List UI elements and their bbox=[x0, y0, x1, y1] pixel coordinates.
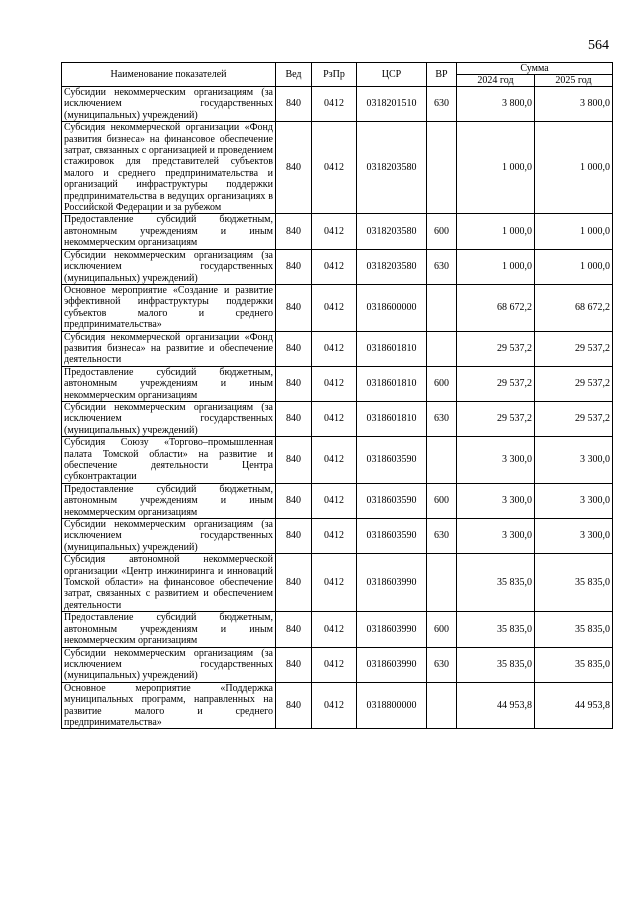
row-sum-2024: 68 672,2 bbox=[457, 284, 535, 331]
row-name: Субсидия Союзу «Торгово–промышленная палата Томской области» на развитие и обеспечение деятельности Центра субконтрактации bbox=[62, 437, 276, 484]
row-name: Предоставление субсидий бюджетным, автономным учреждениям и иным некоммерческим организациям bbox=[62, 612, 276, 647]
header-rzpr: РзПр bbox=[312, 63, 357, 87]
row-vr bbox=[427, 122, 457, 214]
header-year-2025: 2025 год bbox=[535, 75, 613, 87]
row-rzpr: 0412 bbox=[312, 647, 357, 682]
row-csr: 0318603590 bbox=[357, 519, 427, 554]
row-ved: 840 bbox=[276, 612, 312, 647]
row-csr: 0318603990 bbox=[357, 647, 427, 682]
row-csr: 0318603590 bbox=[357, 483, 427, 518]
table-row bbox=[62, 647, 613, 682]
row-sum-2025: 68 672,2 bbox=[535, 284, 613, 331]
row-name: Субсидии некоммерческим организациям (за исключением государственных (муниципальных) учреждений) bbox=[62, 647, 276, 682]
table-row bbox=[62, 401, 613, 436]
row-sum-2024: 1 000,0 bbox=[457, 122, 535, 214]
header-ved: Вед bbox=[276, 63, 312, 87]
page-number: 564 bbox=[588, 38, 609, 53]
row-csr: 0318203580 bbox=[357, 249, 427, 284]
row-ved: 840 bbox=[276, 214, 312, 249]
row-sum-2025: 3 800,0 bbox=[535, 87, 613, 122]
row-name: Субсидии некоммерческим организациям (за исключением государственных (муниципальных) учреждений) bbox=[62, 401, 276, 436]
header-csr: ЦСР bbox=[357, 63, 427, 87]
row-rzpr: 0412 bbox=[312, 366, 357, 401]
row-ved: 840 bbox=[276, 249, 312, 284]
row-csr: 0318800000 bbox=[357, 682, 427, 729]
table-row bbox=[62, 249, 613, 284]
row-vr bbox=[427, 331, 457, 366]
table-row bbox=[62, 87, 613, 122]
row-sum-2024: 3 300,0 bbox=[457, 483, 535, 518]
row-sum-2024: 3 300,0 bbox=[457, 437, 535, 484]
row-ved: 840 bbox=[276, 519, 312, 554]
row-name: Субсидии некоммерческим организациям (за исключением государственных (муниципальных) учреждений) bbox=[62, 87, 276, 122]
row-name: Предоставление субсидий бюджетным, автономным учреждениям и иным некоммерческим организациям bbox=[62, 366, 276, 401]
row-rzpr: 0412 bbox=[312, 122, 357, 214]
row-name: Субсидии некоммерческим организациям (за исключением государственных (муниципальных) учреждений) bbox=[62, 519, 276, 554]
header-year-2024: 2024 год bbox=[457, 75, 535, 87]
table-row bbox=[62, 331, 613, 366]
row-sum-2025: 1 000,0 bbox=[535, 214, 613, 249]
table-row bbox=[62, 554, 613, 612]
table-row bbox=[62, 612, 613, 647]
table-row bbox=[62, 284, 613, 331]
table-body bbox=[62, 87, 613, 729]
row-vr bbox=[427, 437, 457, 484]
row-csr: 0318603990 bbox=[357, 554, 427, 612]
row-vr: 600 bbox=[427, 483, 457, 518]
row-rzpr: 0412 bbox=[312, 612, 357, 647]
row-csr: 0318600000 bbox=[357, 284, 427, 331]
row-ved: 840 bbox=[276, 647, 312, 682]
row-ved: 840 bbox=[276, 483, 312, 518]
row-sum-2024: 35 835,0 bbox=[457, 554, 535, 612]
row-vr: 630 bbox=[427, 249, 457, 284]
table-row bbox=[62, 437, 613, 484]
table-header bbox=[62, 63, 613, 87]
row-vr: 630 bbox=[427, 87, 457, 122]
row-name: Предоставление субсидий бюджетным, автономным учреждениям и иным некоммерческим организациям bbox=[62, 214, 276, 249]
header-sum: Сумма bbox=[457, 63, 613, 75]
table-row bbox=[62, 519, 613, 554]
row-sum-2024: 1 000,0 bbox=[457, 214, 535, 249]
row-rzpr: 0412 bbox=[312, 519, 357, 554]
row-csr: 0318201510 bbox=[357, 87, 427, 122]
row-rzpr: 0412 bbox=[312, 284, 357, 331]
row-sum-2025: 1 000,0 bbox=[535, 122, 613, 214]
row-rzpr: 0412 bbox=[312, 87, 357, 122]
row-name: Основное мероприятие «Поддержка муниципальных программ, направленных на развитие малого и среднего предпринимательства» bbox=[62, 682, 276, 729]
header-name: Наименование показателей bbox=[62, 63, 276, 87]
row-sum-2024: 35 835,0 bbox=[457, 612, 535, 647]
row-vr bbox=[427, 682, 457, 729]
row-vr: 630 bbox=[427, 519, 457, 554]
row-ved: 840 bbox=[276, 437, 312, 484]
row-vr bbox=[427, 284, 457, 331]
row-ved: 840 bbox=[276, 401, 312, 436]
row-name: Предоставление субсидий бюджетным, автономным учреждениям и иным некоммерческим организациям bbox=[62, 483, 276, 518]
row-vr bbox=[427, 554, 457, 612]
row-rzpr: 0412 bbox=[312, 437, 357, 484]
row-csr: 0318603990 bbox=[357, 612, 427, 647]
row-name: Субсидия некоммерческой организации «Фонд развития бизнеса» на развитие и обеспечение деятельности bbox=[62, 331, 276, 366]
row-vr: 600 bbox=[427, 214, 457, 249]
row-ved: 840 bbox=[276, 331, 312, 366]
row-ved: 840 bbox=[276, 554, 312, 612]
row-sum-2025: 35 835,0 bbox=[535, 554, 613, 612]
row-rzpr: 0412 bbox=[312, 249, 357, 284]
row-ved: 840 bbox=[276, 284, 312, 331]
row-name: Основное мероприятие «Создание и развитие эффективной инфраструктуры поддержки субъектов малого и среднего предпринимательства» bbox=[62, 284, 276, 331]
row-csr: 0318601810 bbox=[357, 401, 427, 436]
row-sum-2024: 3 300,0 bbox=[457, 519, 535, 554]
row-sum-2024: 29 537,2 bbox=[457, 401, 535, 436]
row-ved: 840 bbox=[276, 122, 312, 214]
row-ved: 840 bbox=[276, 682, 312, 729]
row-sum-2025: 29 537,2 bbox=[535, 366, 613, 401]
row-sum-2024: 1 000,0 bbox=[457, 249, 535, 284]
row-csr: 0318603590 bbox=[357, 437, 427, 484]
table-row bbox=[62, 483, 613, 518]
row-name: Субсидия некоммерческой организации «Фонд развития бизнеса» на финансовое обеспечение затрат, связанных с организацией и проведением стажировок для представителей субъектов малого и среднего предпринимательства и организаций инфраструктуры поддержки предпринимательства в ведущих организациях в Российской Федерации и за рубежом bbox=[62, 122, 276, 214]
row-sum-2024: 29 537,2 bbox=[457, 366, 535, 401]
row-sum-2024: 3 800,0 bbox=[457, 87, 535, 122]
row-vr: 600 bbox=[427, 612, 457, 647]
row-sum-2024: 29 537,2 bbox=[457, 331, 535, 366]
row-vr: 600 bbox=[427, 366, 457, 401]
row-sum-2025: 44 953,8 bbox=[535, 682, 613, 729]
row-rzpr: 0412 bbox=[312, 214, 357, 249]
row-ved: 840 bbox=[276, 87, 312, 122]
row-sum-2025: 29 537,2 bbox=[535, 401, 613, 436]
row-sum-2025: 35 835,0 bbox=[535, 612, 613, 647]
table-row bbox=[62, 122, 613, 214]
row-csr: 0318203580 bbox=[357, 122, 427, 214]
row-rzpr: 0412 bbox=[312, 401, 357, 436]
budget-table bbox=[61, 62, 613, 729]
row-sum-2024: 35 835,0 bbox=[457, 647, 535, 682]
header-vr: ВР bbox=[427, 63, 457, 87]
row-csr: 0318601810 bbox=[357, 331, 427, 366]
row-sum-2025: 29 537,2 bbox=[535, 331, 613, 366]
table-row bbox=[62, 366, 613, 401]
row-csr: 0318601810 bbox=[357, 366, 427, 401]
row-ved: 840 bbox=[276, 366, 312, 401]
table-row bbox=[62, 214, 613, 249]
row-rzpr: 0412 bbox=[312, 682, 357, 729]
row-sum-2024: 44 953,8 bbox=[457, 682, 535, 729]
row-vr: 630 bbox=[427, 401, 457, 436]
row-rzpr: 0412 bbox=[312, 483, 357, 518]
row-vr: 630 bbox=[427, 647, 457, 682]
row-rzpr: 0412 bbox=[312, 331, 357, 366]
row-csr: 0318203580 bbox=[357, 214, 427, 249]
row-name: Субсидии некоммерческим организациям (за исключением государственных (муниципальных) учреждений) bbox=[62, 249, 276, 284]
table-row bbox=[62, 682, 613, 729]
row-rzpr: 0412 bbox=[312, 554, 357, 612]
row-sum-2025: 35 835,0 bbox=[535, 647, 613, 682]
row-sum-2025: 3 300,0 bbox=[535, 483, 613, 518]
row-sum-2025: 3 300,0 bbox=[535, 437, 613, 484]
row-sum-2025: 3 300,0 bbox=[535, 519, 613, 554]
row-sum-2025: 1 000,0 bbox=[535, 249, 613, 284]
row-name: Субсидия автономной некоммерческой организации «Центр инжиниринга и инноваций Томской области» на финансовое обеспечение затрат, связанных с развитием и обеспечением деятельности bbox=[62, 554, 276, 612]
